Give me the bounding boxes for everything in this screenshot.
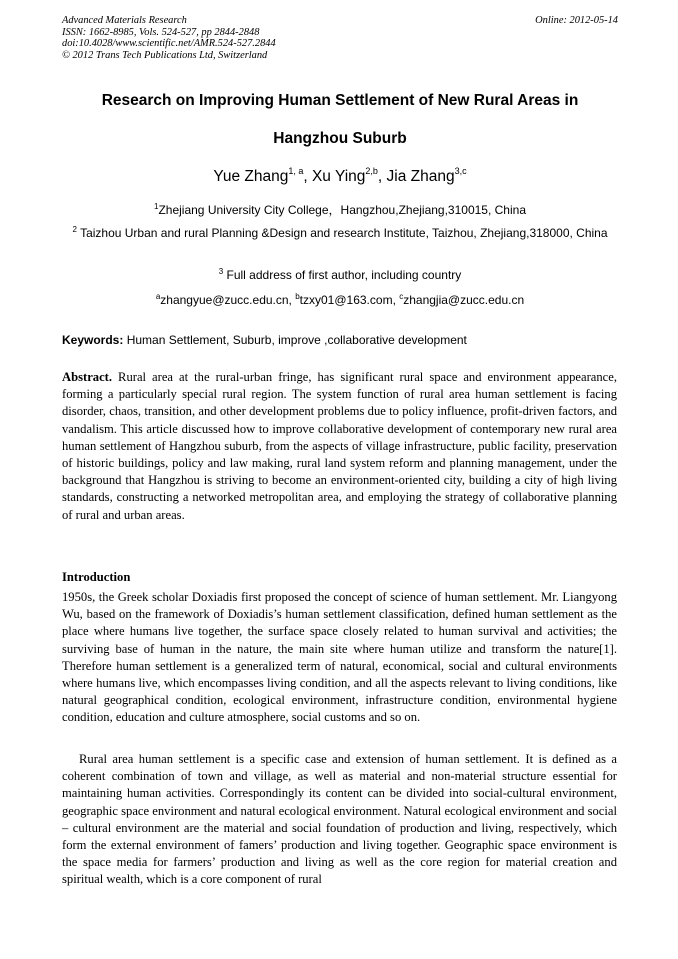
doi-line: doi:10.4028/www.scientific.net/AMR.524-527.2844	[62, 38, 276, 50]
abstract-paragraph	[62, 369, 617, 524]
email-sup: b	[295, 292, 300, 301]
abstract-text: Rural area at the rural-urban fringe, has significant rural space and environment appearance, forming a particularly special rural region. The system function of rural area human settlement is facing disorder, chaos, transition, and other development problems due to policy influence, profit-driven factors, and vandalism. This article discussed how to improve collaborative development of contemporary new rural area human settlement of Hangzhou suburb, from the aspects of village infrastructure, public facility, preservation of historic buildings, policy and law making, rural land system reform and planning management, under the background that Hangzhou is striving to become an environment-oriented city, building a city of high living standards, constructing a networked metropolitan area, and employing the strategy of collaborative planning of rural and urban areas.	[62, 370, 617, 522]
affiliation-sup: 1	[154, 202, 159, 211]
keywords-label: Keywords:	[62, 333, 124, 347]
affiliation-1	[62, 201, 618, 220]
email-sup: a	[155, 292, 161, 301]
affiliation-3	[62, 266, 618, 285]
abstract-label: Abstract.	[62, 370, 113, 384]
paper-title	[62, 92, 618, 148]
email-sep: ,	[392, 293, 400, 307]
author-name: Yue Zhang	[213, 168, 289, 185]
online-date: Online: 2012-05-14	[535, 15, 618, 26]
email-sup: c	[399, 292, 404, 301]
publication-header	[62, 15, 618, 61]
affiliation-2	[62, 224, 618, 243]
author-sep: ,	[377, 168, 387, 185]
author-sup: 3,c	[454, 166, 467, 176]
intro-paragraph-1: 1950s, the Greek scholar Doxiadis first proposed the concept of science of human settlement. Mr. Liangyong Wu, based on the framework of Doxiadis’s human settlement classification, defined human settlement as the place where humans live together, the surface space closely related to human survival and activities; the surviving base of human in the nature, the main site where human utilize and transform the nature[1]. Therefore human settlement is a generalized term of natural, economical, social and cultural environments where humans live, which encompasses living condition, and all the aspects relevant to living conditions, like natural geographical condition, ecological environment, infrastructure condition, environmental hygiene condition, education and culture atmosphere, social customs and so on.	[62, 590, 617, 725]
affiliation-sup: 3	[218, 267, 224, 276]
title-line-2: Hangzhou Suburb	[273, 130, 407, 147]
author-sup: 2,b	[365, 166, 378, 176]
affiliation-text: Taizhou Urban and rural Planning &Design and research Institute, Taizhou, Zhejiang,318000, China	[80, 226, 608, 240]
intro-paragraph-2: Rural area human settlement is a specific case and extension of human settlement. It is defined as a coherent combination of town and village, as well as material and non-material structure essential for maintaining human activities. Correspondingly its content can be divided into social-cultural environment, geographic space environment and natural ecological environment. Natural ecological environment and social – cultural environment are the material and social foundation of production and living, respectively, which form the external environment of famers’ production and living together. Geographic space environment is the space media for farmers’ production and living as well as the core region for material creation and spiritual wealth, which is a core component of rural	[62, 752, 617, 887]
author-sup: 1, a	[288, 166, 304, 176]
email-address[interactable]: zhangjia@zucc.edu.cn	[403, 293, 525, 307]
email-list	[62, 291, 618, 310]
author-name: Xu Ying	[311, 168, 366, 185]
author-sep: ,	[303, 168, 312, 185]
email-sep: ,	[288, 293, 296, 307]
journal-name: Advanced Materials Research	[62, 15, 187, 26]
author-name: Jia Zhang	[386, 168, 455, 185]
title-line-1: Research on Improving Human Settlement of New Rural Areas in	[101, 92, 579, 109]
copyright-line: © 2012 Trans Tech Publications Ltd, Switzerland	[62, 49, 268, 61]
affiliation-sup: 2	[72, 225, 77, 234]
keywords-text: Human Settlement, Suburb, improve ,collaborative development	[126, 333, 467, 347]
author-list	[62, 167, 618, 187]
section-heading: Introduction	[62, 570, 131, 584]
affiliation-text: Zhejiang University City College，Hangzhou,Zhejiang,310015, China	[158, 203, 526, 217]
keywords-line	[62, 331, 618, 349]
email-address[interactable]: tzxy01@163.com	[299, 293, 393, 307]
issn-line: ISSN: 1662-8985, Vols. 524-527, pp 2844-2848	[62, 26, 260, 38]
email-address[interactable]: zhangyue@zucc.edu.cn	[160, 293, 289, 307]
affiliation-text: Full address of first author, including country	[226, 268, 462, 282]
